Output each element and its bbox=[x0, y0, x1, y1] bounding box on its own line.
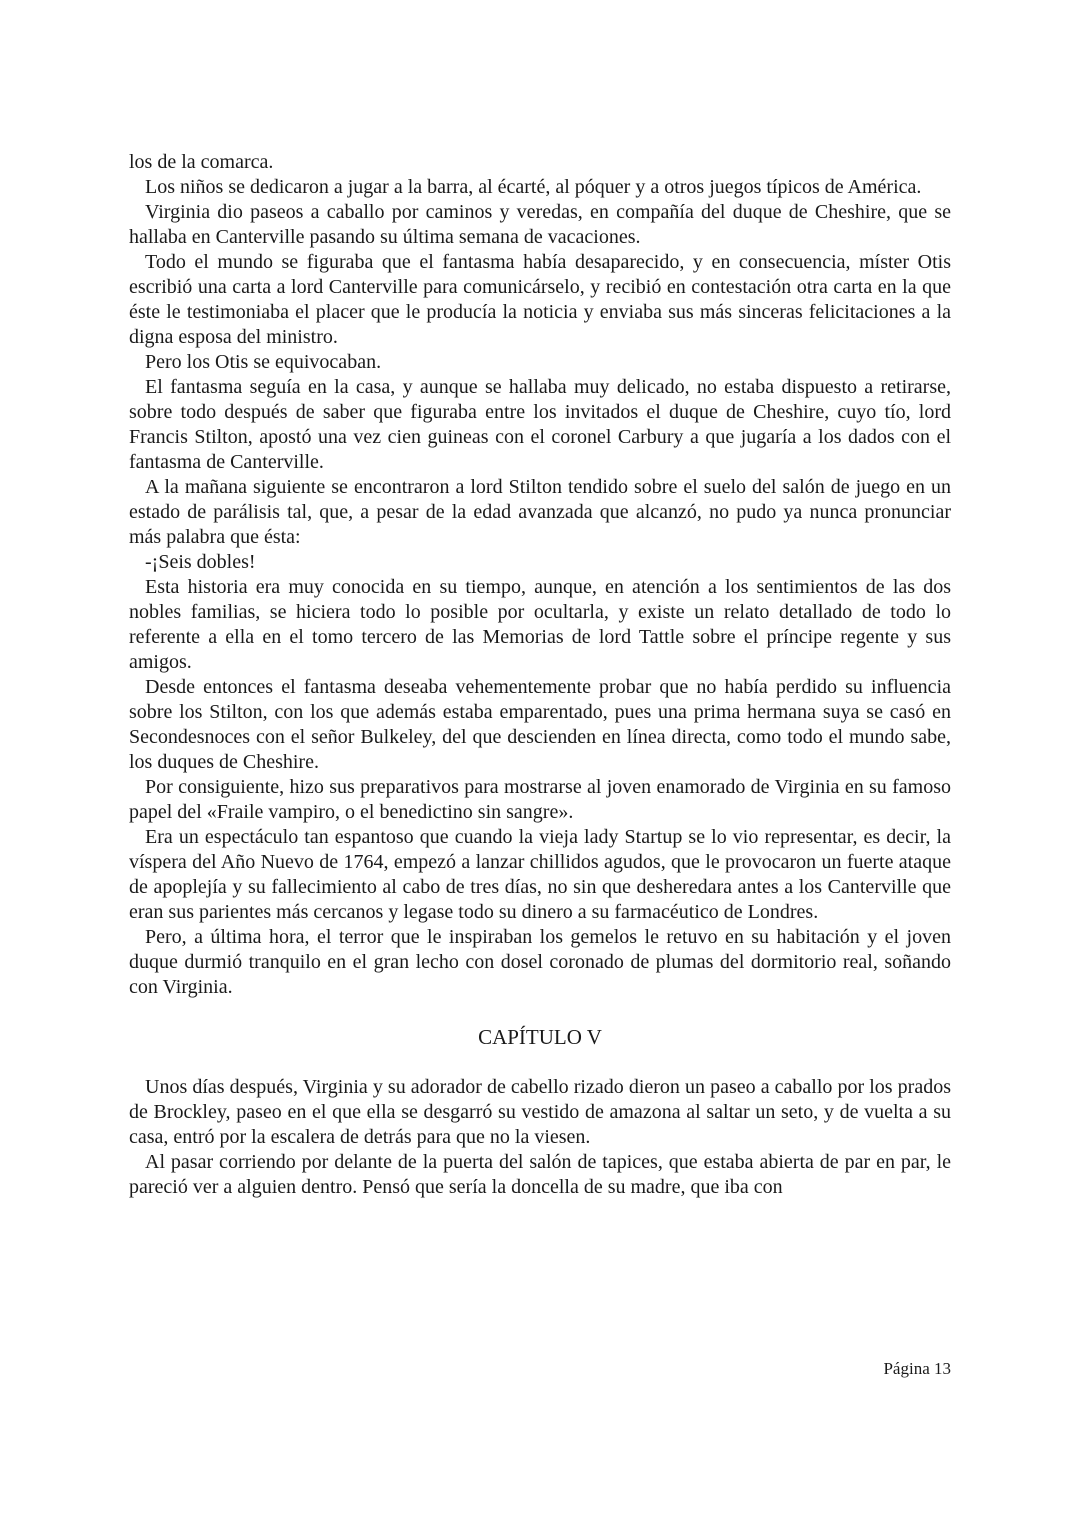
paragraph: Todo el mundo se figuraba que el fantasma había desaparecido, y en consecuencia, míster Otis escribió una carta a lord Canterville para comunicárselo, y recibió en contestación otra carta en la que éste le testimoniaba el placer que le producía la noticia y enviaba sus más sinceras felicitaciones a la digna esposa del ministro. bbox=[129, 251, 951, 348]
paragraph: Pero, a última hora, el terror que le inspiraban los gemelos le retuvo en su habitación y el joven duque durmió tranquilo en el gran lecho con dosel coronado de plumas del dormitorio real, soñando con Virginia. bbox=[129, 926, 951, 998]
paragraph: Virginia dio paseos a caballo por caminos y veredas, en compañía del duque de Cheshire, que se hallaba en Canterville pasando su última semana de vacaciones. bbox=[129, 201, 951, 248]
paragraph: Unos días después, Virginia y su adorador de cabello rizado dieron un paseo a caballo por los prados de Brockley, paseo en el que ella se desgarró su vestido de amazona al saltar un seto, y de vuelta a su casa, entró por la escalera de detrás para que no la viesen. bbox=[129, 1076, 951, 1148]
paragraph: A la mañana siguiente se encontraron a lord Stilton tendido sobre el suelo del salón de juego en un estado de parálisis tal, que, a pesar de la edad avanzada que alcanzó, no pudo ya nunca pronunciar más palabra que ésta: bbox=[129, 476, 951, 548]
paragraph: Por consiguiente, hizo sus preparativos para mostrarse al joven enamorado de Virginia en su famoso papel del «Fraile vampiro, o el benedictino sin sangre». bbox=[129, 776, 951, 823]
paragraph: El fantasma seguía en la casa, y aunque se hallaba muy delicado, no estaba dispuesto a retirarse, sobre todo después de saber que figuraba entre los invitados el duque de Cheshire, cuyo tío, lord Francis Stilton, apostó una vez cien guineas con el coronel Carbury a que jugaría a los dados con el fantasma de Canterville. bbox=[129, 376, 951, 473]
paragraph: Los niños se dedicaron a jugar a la barra, al écarté, al póquer y a otros juegos típicos de América. bbox=[145, 176, 922, 198]
paragraph: -¡Seis dobles! bbox=[145, 551, 256, 573]
paragraph: Al pasar corriendo por delante de la puerta del salón de tapices, que estaba abierta de par en par, le pareció ver a alguien dentro. Pensó que sería la doncella de su madre, que iba con bbox=[129, 1151, 951, 1198]
page-number: Página 13 bbox=[883, 1359, 951, 1378]
paragraph: Desde entonces el fantasma deseaba vehementemente probar que no había perdido su influencia sobre los Stilton, con los que además estaba emparentado, pues una prima hermana suya se casó en Secondesnoces con el señor Bulkeley, del que descienden en línea directa, como todo el mundo sabe, los duques de Cheshire. bbox=[129, 676, 951, 773]
document-body bbox=[129, 150, 951, 1200]
paragraph: Esta historia era muy conocida en su tiempo, aunque, en atención a los sentimientos de las dos nobles familias, se hiciera todo lo posible por ocultarla, y existe un relato detallado de todo lo referente a ella en el tomo tercero de las Memorias de lord Tattle sobre el príncipe regente y sus amigos. bbox=[129, 576, 951, 673]
paragraph: Pero los Otis se equivocaban. bbox=[145, 351, 382, 373]
paragraph: los de la comarca. bbox=[129, 151, 274, 173]
paragraph: Era un espectáculo tan espantoso que cuando la vieja lady Startup se lo vio representar, es decir, la víspera del Año Nuevo de 1764, empezó a lanzar chillidos agudos, que le provocaron un fuerte ataque de apoplejía y su fallecimiento al cabo de tres días, no sin que desheredara antes a los Canterville que eran sus parientes más cercanos y legase todo su dinero a su farmacéutico de Londres. bbox=[129, 826, 951, 923]
chapter-title: CAPÍTULO V bbox=[478, 1025, 602, 1049]
